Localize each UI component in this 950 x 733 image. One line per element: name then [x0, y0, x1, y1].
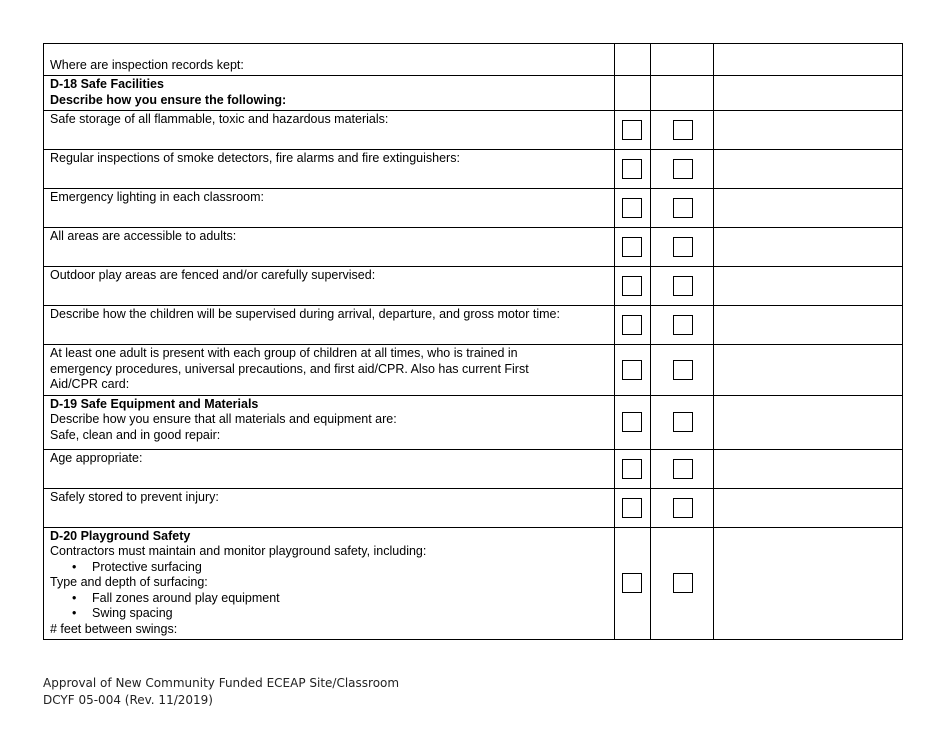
yes-cell: [615, 76, 651, 111]
checkbox[interactable]: [622, 159, 642, 179]
checkbox[interactable]: [622, 315, 642, 335]
answer-cell[interactable]: [714, 488, 903, 527]
no-cell: [651, 306, 714, 345]
question-cell: [44, 449, 615, 488]
checkbox[interactable]: [622, 412, 642, 432]
question-text: Outdoor play areas are fenced and/or carefully supervised:: [50, 268, 376, 282]
form-title: Approval of New Community Funded ECEAP Site/Classroom: [43, 676, 400, 690]
answer-cell[interactable]: [714, 228, 903, 267]
answer-cell[interactable]: [714, 267, 903, 306]
no-cell: [651, 488, 714, 527]
question-text: Age appropriate:: [50, 450, 143, 465]
form-table: [43, 43, 903, 640]
no-cell: [651, 527, 714, 640]
question-text: Describe how you ensure that all materials and equipment are:: [50, 412, 397, 426]
table-row: [44, 345, 903, 396]
no-cell: [651, 44, 714, 76]
table-row: [44, 150, 903, 189]
yes-cell: [615, 44, 651, 76]
question-text: # feet between swings:: [50, 621, 178, 636]
table-row: [44, 189, 903, 228]
answer-cell[interactable]: [714, 449, 903, 488]
checkbox[interactable]: [673, 315, 693, 335]
answer-cell[interactable]: [714, 306, 903, 345]
form-number: DCYF 05-004 (Rev. 11/2019): [43, 693, 213, 707]
question-cell: [44, 228, 615, 267]
answer-cell[interactable]: [714, 76, 903, 111]
question-text: emergency procedures, universal precautions, and first aid/CPR. Also has current First: [50, 361, 529, 376]
checkbox[interactable]: [673, 573, 693, 593]
checkbox[interactable]: [673, 360, 693, 380]
checkbox[interactable]: [673, 412, 693, 432]
question-text: Describe how the children will be supervised during arrival, departure, and gross motor time:: [50, 307, 560, 321]
no-cell: [651, 395, 714, 449]
table-row: [44, 267, 903, 306]
yes-cell: [615, 267, 651, 306]
table-row: [44, 395, 903, 449]
question-text: Contractors must maintain and monitor playground safety, including:: [50, 544, 427, 558]
yes-cell: [615, 488, 651, 527]
question-cell: [44, 267, 615, 306]
checkbox[interactable]: [622, 198, 642, 218]
checkbox[interactable]: [622, 276, 642, 296]
checkbox[interactable]: [673, 159, 693, 179]
table-row: [44, 527, 903, 640]
section-heading-cell: [44, 527, 615, 640]
table-row: [44, 306, 903, 345]
question-text: Safely stored to prevent injury:: [50, 489, 219, 504]
answer-cell[interactable]: [714, 345, 903, 396]
answer-cell[interactable]: [714, 527, 903, 640]
no-cell: [651, 111, 714, 150]
yes-cell: [615, 395, 651, 449]
table-row: [44, 76, 903, 111]
checkbox[interactable]: [673, 120, 693, 140]
question-text: Safe, clean and in good repair:: [50, 427, 221, 442]
yes-cell: [615, 449, 651, 488]
section-heading: D-20 Playground Safety: [50, 528, 191, 543]
checkbox[interactable]: [622, 120, 642, 140]
question-text: All areas are accessible to adults:: [50, 229, 237, 243]
yes-cell: [615, 111, 651, 150]
question-text: Safe storage of all flammable, toxic and hazardous materials:: [50, 112, 389, 126]
checkbox[interactable]: [673, 237, 693, 257]
bullet-list: [50, 591, 608, 622]
answer-cell[interactable]: [714, 395, 903, 449]
answer-cell[interactable]: [714, 44, 903, 76]
checkbox[interactable]: [622, 498, 642, 518]
yes-cell: [615, 345, 651, 396]
bullet-list: [50, 560, 608, 576]
section-heading: D-19 Safe Equipment and Materials: [50, 396, 259, 411]
no-cell: [651, 267, 714, 306]
table-row: [44, 449, 903, 488]
table-row: [44, 111, 903, 150]
yes-cell: [615, 189, 651, 228]
question-cell: [44, 306, 615, 345]
no-cell: [651, 449, 714, 488]
no-cell: [651, 76, 714, 111]
checkbox[interactable]: [622, 573, 642, 593]
bullet-item: • Swing spacing: [72, 606, 608, 622]
checkbox[interactable]: [622, 237, 642, 257]
checkbox[interactable]: [622, 459, 642, 479]
question-text: Type and depth of surfacing:: [50, 575, 208, 589]
answer-cell[interactable]: [714, 189, 903, 228]
question-text: Regular inspections of smoke detectors, fire alarms and fire extinguishers:: [50, 151, 460, 165]
question-text: At least one adult is present with each group of children at all times, who is trained in: [50, 346, 518, 360]
question-text: Aid/CPR card:: [50, 377, 130, 391]
section-heading: D-18 Safe Facilities: [50, 77, 164, 91]
no-cell: [651, 228, 714, 267]
no-cell: [651, 150, 714, 189]
question-cell: [44, 150, 615, 189]
yes-cell: [615, 527, 651, 640]
answer-cell[interactable]: [714, 150, 903, 189]
section-subheading: Describe how you ensure the following:: [50, 92, 287, 107]
question-cell: [44, 44, 615, 76]
table-row: [44, 228, 903, 267]
question-cell: [44, 345, 615, 396]
bullet-item: • Protective surfacing: [72, 560, 608, 576]
yes-cell: [615, 228, 651, 267]
question-text: Emergency lighting in each classroom:: [50, 190, 264, 204]
checkbox[interactable]: [673, 498, 693, 518]
checkbox[interactable]: [622, 360, 642, 380]
question-cell: [44, 189, 615, 228]
no-cell: [651, 345, 714, 396]
yes-cell: [615, 306, 651, 345]
section-heading-cell: [44, 76, 615, 111]
table-row: [44, 44, 903, 76]
question-text: Where are inspection records kept:: [50, 57, 244, 72]
checkbox[interactable]: [673, 276, 693, 296]
table-row: [44, 488, 903, 527]
yes-cell: [615, 150, 651, 189]
no-cell: [651, 189, 714, 228]
checkbox[interactable]: [673, 459, 693, 479]
section-heading-cell: [44, 395, 615, 449]
checkbox[interactable]: [673, 198, 693, 218]
bullet-item: • Fall zones around play equipment: [72, 591, 608, 607]
answer-cell[interactable]: [714, 111, 903, 150]
question-cell: [44, 488, 615, 527]
question-cell: [44, 111, 615, 150]
page-footer: [43, 675, 399, 709]
